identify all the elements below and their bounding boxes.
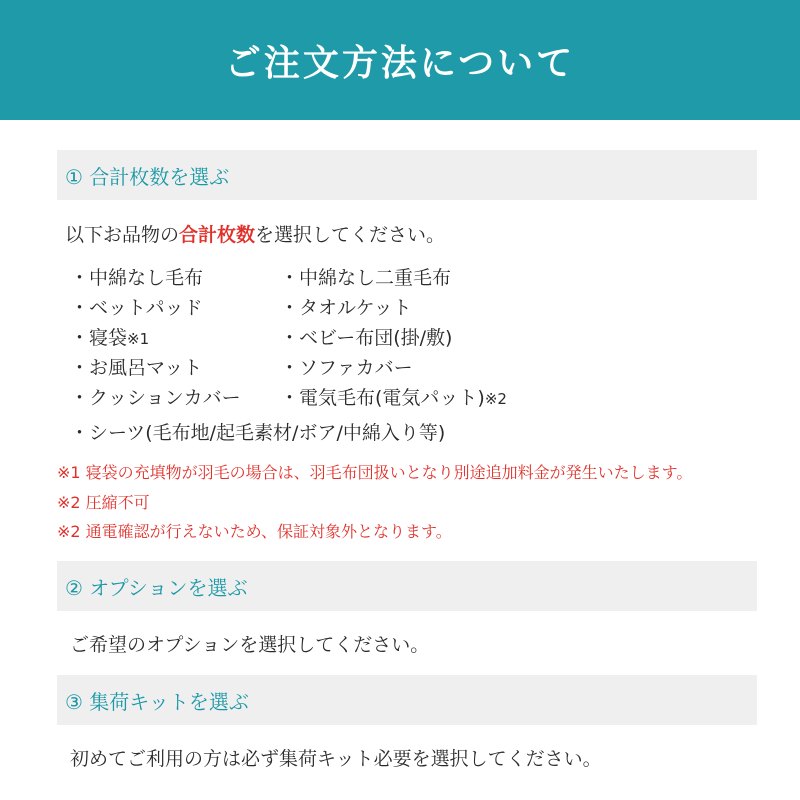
section-heading: ① 合計枚数を選ぶ [65, 164, 230, 189]
section-header-quantity [57, 150, 757, 200]
quantity-instruction [65, 220, 445, 247]
list-item [70, 293, 203, 320]
list-item [280, 383, 507, 410]
item-label: ・シーツ(毛布地/起毛素材/ボア/中綿入り等) [70, 422, 446, 444]
list-item [280, 263, 451, 290]
section-heading: ③ 集荷キットを選ぶ [65, 689, 249, 714]
kit-instruction: 初めてご利用の方は必ず集荷キット必要を選択してください。 [70, 748, 602, 770]
item-label: ・クッションカバー [70, 387, 241, 409]
footnote: ※1 寝袋の充填物が羽毛の場合は、羽毛布団扱いとなり別途追加料金が発生いたします。 [57, 463, 693, 482]
page-banner [0, 0, 800, 120]
instruction-text: を選択してください。 [255, 224, 446, 246]
list-item [280, 353, 413, 380]
section-header-kit [57, 675, 757, 725]
list-item [70, 418, 445, 445]
page-title: ご注文方法について [224, 42, 576, 84]
options-instruction: ご希望のオプションを選択してください。 [70, 634, 430, 656]
list-item [280, 323, 452, 350]
footnote-mark: ※2 [484, 390, 507, 408]
footnote-mark: ※1 [127, 330, 150, 348]
item-label: ・お風呂マット [70, 357, 203, 379]
section-header-options [57, 561, 757, 611]
list-item [70, 353, 202, 380]
list-item [70, 323, 149, 350]
instruction-highlight: 合計枚数 [179, 224, 256, 246]
item-label: ・ベットパッド [70, 297, 203, 319]
item-label: ・タオルケット [280, 297, 412, 319]
item-label: ・電気毛布(電気パット) [280, 387, 485, 409]
instruction-text: 以下お品物の [65, 224, 180, 246]
item-label: ・ベビー布団(掛/敷) [280, 327, 453, 349]
list-item [70, 383, 241, 410]
item-label: ・中綿なし毛布 [70, 267, 204, 289]
section-heading: ② オプションを選ぶ [65, 575, 248, 600]
item-label: ・寝袋 [70, 327, 128, 349]
item-label: ・ソファカバー [280, 357, 413, 379]
footnote: ※2 圧縮不可 [57, 493, 150, 512]
list-item [70, 263, 203, 290]
item-label: ・中綿なし二重毛布 [280, 267, 452, 289]
list-item [280, 293, 412, 320]
footnote: ※2 通電確認が行えないため、保証対象外となります。 [57, 522, 452, 541]
